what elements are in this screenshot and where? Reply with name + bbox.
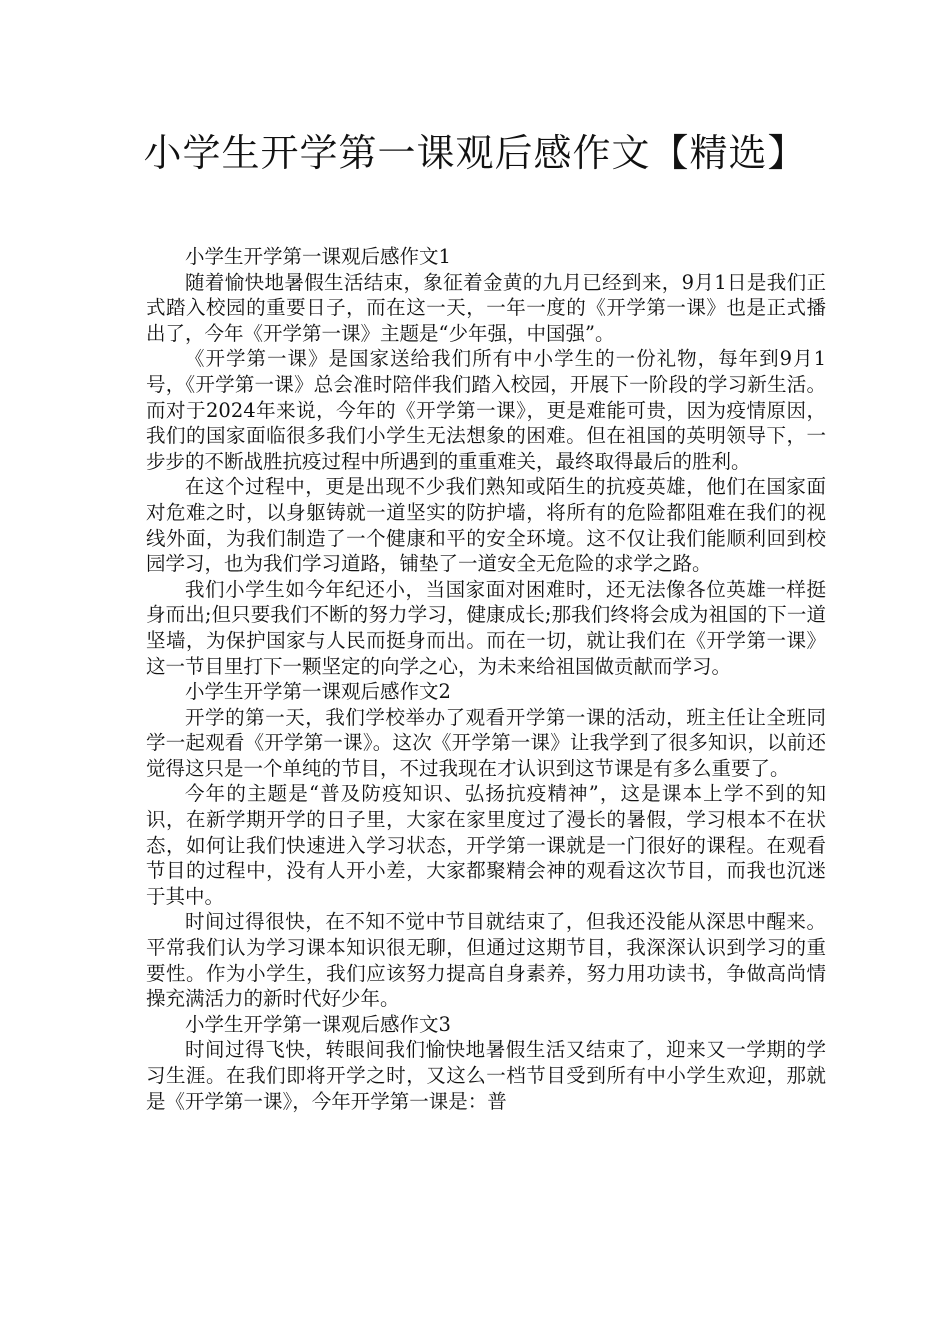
paragraph: 今年的主题是“普及防疫知识、弘扬抗疫精神”，这是课本上学不到的知识，在新学期开学的日子里，大家在家里度过了漫长的暑假，学习根本不在状态，如何让我们快速进入学习状态，开学第一课就是一门很好的课程。在观看节目的过程中，没有人开小差，大家都聚精会神的观看这次节目，而我也沉迷于其中。 [146, 782, 826, 908]
paragraph: 时间过得很快，在不知不觉中节目就结束了，但我还没能从深思中醒来。平常我们认为学习课本知识很无聊，但通过这期节目，我深深认识到学习的重要性。作为小学生，我们应该努力提高自身素养，努力用功读书，争做高尚情操充满活力的新时代好少年。 [146, 910, 826, 1011]
paragraph: 随着愉快地暑假生活结束，象征着金黄的九月已经到来，9月1日是我们正式踏入校园的重要日子，而在这一天，一年一度的《开学第一课》也是正式播出了，今年《开学第一课》主题是“少年强，中国强”。 [146, 270, 826, 345]
section-heading: 小学生开学第一课观后感作文3 [185, 1012, 451, 1036]
section-heading: 小学生开学第一课观后感作文1 [185, 245, 451, 268]
section-heading: 小学生开学第一课观后感作文2 [185, 680, 451, 704]
paragraph: 《开学第一课》是国家送给我们所有中小学生的一份礼物，每年到9月1号，《开学第一课》总会准时陪伴我们踏入校园，开展下一阶段的学习新生活。而对于2024年来说，今年的《开学第一课》，更是难能可贵，因为疫情原因，我们的国家面临很多我们小学生无法想象的困难。但在祖国的英明领导下，一步步的不断战胜抗疫过程中所遇到的重重难关，最终取得最后的胜利。 [146, 347, 826, 473]
paragraph: 在这个过程中，更是出现不少我们熟知或陌生的抗疫英雄，他们在国家面对危难之时，以身躯铸就一道坚实的防护墙，将所有的危险都阻难在我们的视线外面，为我们制造了一个健康和平的安全环境。这不仅让我们能顺利回到校园学习，也为我们学习道路，铺垫了一道安全无危险的求学之路。 [146, 475, 826, 576]
document-body [146, 244, 826, 1114]
document-title: 小学生开学第一课观后感作文【精选】 [143, 131, 807, 175]
paragraph: 开学的第一天，我们学校举办了观看开学第一课的活动，班主任让全班同学一起观看《开学第一课》。这次《开学第一课》让我学到了很多知识，以前还觉得这只是一个单纯的节目，不过我现在才认识到这节课是有多么重要了。 [146, 705, 826, 780]
paragraph: 我们小学生如今年纪还小，当国家面对困难时，还无法像各位英雄一样挺身而出;但只要我们不断的努力学习，健康成长;那我们终将会成为祖国的下一道坚墙，为保护国家与人民而挺身而出。而在一切，就让我们在《开学第一课》这一节目里打下一颗坚定的向学之心，为未来给祖国做贡献而学习。 [146, 577, 826, 678]
paragraph: 时间过得飞快，转眼间我们愉快地暑假生活又结束了，迎来又一学期的学习生涯。在我们即将开学之时，又这么一档节目受到所有中小学生欢迎，那就是《开学第一课》，今年开学第一课是：普 [146, 1038, 826, 1113]
